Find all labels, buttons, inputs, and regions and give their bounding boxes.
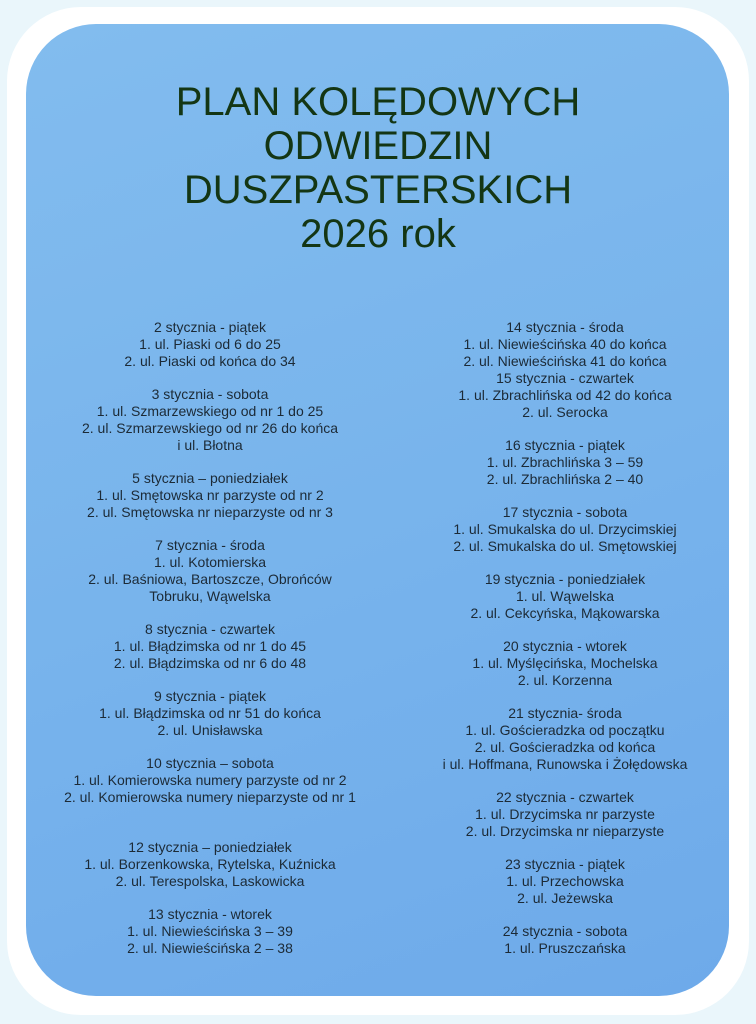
entry-date: 20 stycznia - wtorek — [503, 638, 627, 654]
entry-street-line: 2. ul. Jeżewska — [517, 890, 613, 906]
entry-date: 13 stycznia - wtorek — [148, 906, 272, 922]
entry-street-line: 1. ul. Komierowska numery parzyste od nr 2 — [73, 772, 347, 788]
entry-street-line: 1. ul. Kotomierska — [153, 554, 267, 570]
schedule-entry — [395, 638, 735, 689]
entry-street-line: 1. ul. Pruszczańska — [504, 940, 626, 956]
schedule-entry — [395, 705, 735, 773]
entry-street-line: 1. ul. Zbrachlińska 3 – 59 — [486, 454, 644, 470]
entry-street-line: 2. ul. Serocka — [522, 404, 608, 420]
entry-street-line: 1. ul. Gościeradzka od początku — [465, 722, 665, 738]
entry-date: 19 stycznia - poniedziałek — [484, 571, 646, 587]
schedule-entry — [395, 856, 735, 907]
schedule-right-column — [395, 319, 735, 973]
entry-street-line: 1. ul. Wąwelska — [515, 588, 615, 604]
entry-street-line: 2. ul. Zbrachlińska 2 – 40 — [486, 471, 644, 487]
entry-street-line: 1. ul. Myślęcińska, Mochelska — [472, 655, 658, 671]
entry-date: 15 stycznia - czwartek — [496, 370, 634, 386]
entry-street-line: 1. ul. Błądzimska od nr 1 do 45 — [113, 638, 307, 654]
schedule-left-column — [30, 319, 390, 973]
entry-street-line: 2. ul. Cekcyńska, Mąkowarska — [470, 605, 660, 621]
entry-date: 17 stycznia - sobota — [502, 504, 628, 520]
entry-date: 23 stycznia - piątek — [505, 856, 625, 872]
schedule-entry — [30, 319, 390, 370]
entry-date: 2 stycznia - piątek — [153, 319, 267, 335]
entry-street-line: i ul. Hoffmana, Runowska i Żołędowska — [442, 756, 688, 772]
entry-street-line: 1. ul. Smukalska do ul. Drzycimskiej — [453, 521, 677, 537]
schedule-entry — [395, 370, 735, 421]
entry-street-line: 1. ul. Niewieścińska 40 do końca — [463, 336, 667, 352]
entry-date: 16 stycznia - piątek — [505, 437, 625, 453]
entry-street-line: 1. ul. Drzycimska nr parzyste — [475, 806, 655, 822]
schedule-entry — [30, 470, 390, 521]
entry-street-line: 1. ul. Błądzimska od nr 51 do końca — [99, 705, 321, 721]
schedule-entry — [30, 906, 390, 957]
entry-street-line: 1. ul. Borzenkowska, Rytelska, Kuźnicka — [84, 856, 336, 872]
schedule-entry — [30, 839, 390, 890]
entry-street-line: 2. ul. Unisławska — [157, 722, 263, 738]
entry-date: 14 stycznia - środa — [506, 319, 624, 335]
entry-street-line: 2. ul. Smętowska nr nieparzyste od nr 3 — [87, 504, 333, 520]
entry-street-line: 1. ul. Piaski od 6 do 25 — [139, 336, 281, 352]
entry-street-line: Tobruku, Wąwelska — [149, 588, 271, 604]
entry-street-line: 1. ul. Szmarzewskiego od nr 1 do 25 — [96, 403, 324, 419]
entry-street-line: 2. ul. Baśniowa, Bartoszcze, Obrońców — [88, 571, 332, 587]
entry-street-line: 1. ul. Zbrachlińska od 42 do końca — [458, 387, 672, 403]
schedule-entry — [395, 789, 735, 840]
entry-street-line: 2. ul. Piaski od końca do 34 — [124, 353, 296, 369]
entry-date: 12 stycznia – poniedziałek — [128, 839, 292, 855]
entry-street-line: 2. ul. Korzenna — [517, 672, 613, 688]
entry-date: 22 stycznia - czwartek — [496, 789, 634, 805]
entry-street-line: 2. ul. Niewieścińska 2 – 38 — [127, 940, 293, 956]
schedule-entry — [395, 923, 735, 957]
entry-street-line: 2. ul. Niewieścińska 41 do końca — [463, 353, 667, 369]
entry-street-line: 2. ul. Błądzimska od nr 6 do 48 — [113, 655, 307, 671]
entry-date: 24 stycznia - sobota — [502, 923, 628, 939]
schedule-entry — [30, 688, 390, 739]
entry-street-line: 2. ul. Terespolska, Laskowicka — [115, 873, 305, 889]
entry-date: 7 stycznia - środa — [155, 537, 265, 553]
entry-date: 5 stycznia – poniedziałek — [132, 470, 288, 486]
poster-title: PLAN KOLĘDOWYCH ODWIEDZIN DUSZPASTERSKICH 2026 rok — [175, 80, 581, 256]
entry-street-line: 1. ul. Niewieścińska 3 – 39 — [127, 923, 293, 939]
entry-date: 10 stycznia – sobota — [146, 755, 274, 771]
entry-street-line: 1. ul. Smętowska nr parzyste od nr 2 — [96, 487, 324, 503]
schedule-entry — [30, 386, 390, 454]
entry-street-line: 2. ul. Drzycimska nr nieparzyste — [465, 823, 665, 839]
entry-street-line: 2. ul. Komierowska numery nieparzyste od nr 1 — [64, 789, 356, 805]
entry-street-line: 2. ul. Szmarzewskiego od nr 26 do końca — [81, 420, 339, 436]
entry-date: 21 stycznia- środa — [508, 705, 622, 721]
entry-date: 9 stycznia - piątek — [153, 688, 267, 704]
entry-street-line: 2. ul. Smukalska do ul. Smętowskiej — [453, 538, 677, 554]
schedule-entry — [395, 437, 735, 488]
entry-street-line: 2. ul. Gościeradzka od końca — [474, 739, 656, 755]
entry-street-line: 1. ul. Przechowska — [506, 873, 624, 889]
schedule-entry — [30, 621, 390, 672]
entry-date: 8 stycznia - czwartek — [145, 621, 275, 637]
schedule-entry — [30, 537, 390, 605]
entry-date: 3 stycznia - sobota — [151, 386, 269, 402]
entry-street-line: i ul. Błotna — [177, 437, 243, 453]
schedule-entry — [395, 504, 735, 555]
schedule-entry — [395, 571, 735, 622]
schedule-entry — [30, 755, 390, 806]
schedule-entry — [395, 319, 735, 370]
